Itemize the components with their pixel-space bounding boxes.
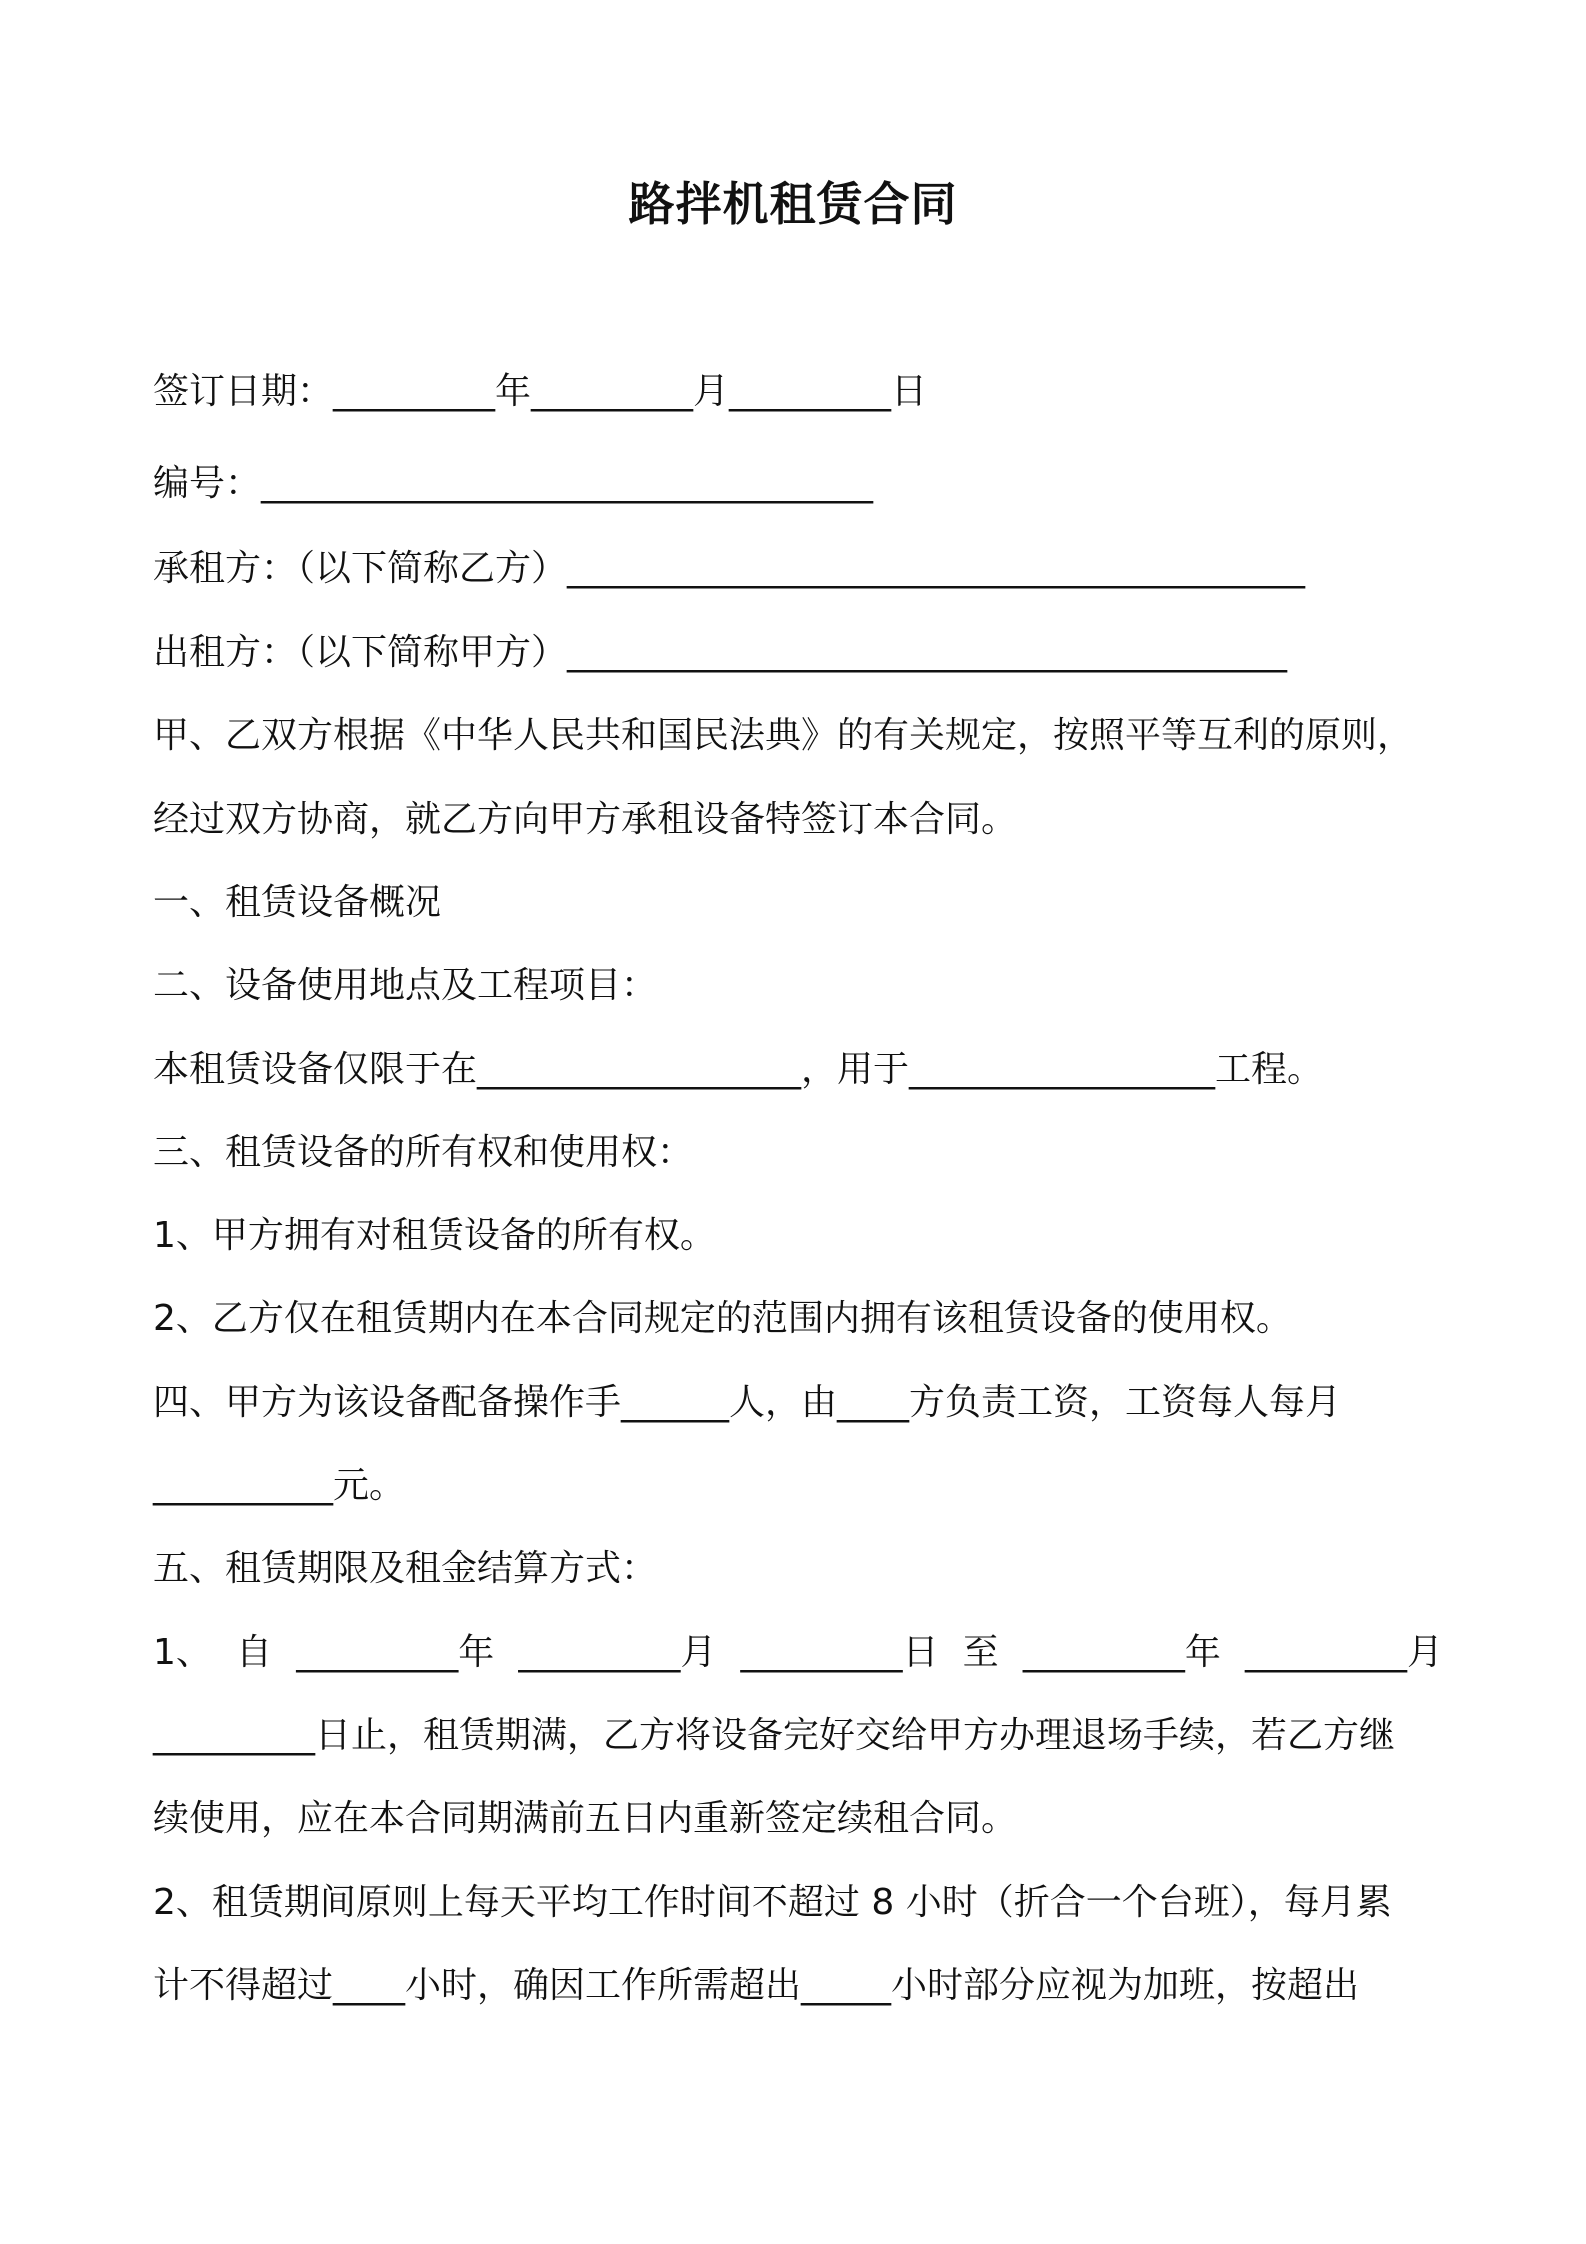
section-5-heading: 五、租赁期限及租金结算方式： <box>153 1548 658 1589</box>
section-5-item-1-line-3: 续使用，应在本合同期满前五日内重新签定续租合同。 <box>153 1798 1018 1839</box>
period-start-day: _________日 <box>740 1632 939 1673</box>
section-2-location-line: 本租赁设备仅限于在__________________，用于_________________工程。 <box>153 1049 1324 1090</box>
period-item-number: 1、 <box>153 1632 212 1673</box>
period-to-word: 至 <box>962 1632 999 1673</box>
lessor-line: 出租方：（以下简称甲方）________________________________________ <box>153 632 1288 673</box>
section-5-item-2-line-2: 计不得超过____小时，确因工作所需超出_____小时部分应视为加班，按超出 <box>153 1965 1360 2006</box>
section-4-line-2: __________元。 <box>153 1465 406 1506</box>
period-from-word: 自 <box>236 1632 273 1673</box>
section-5-item-1-period-line <box>153 1627 1443 1679</box>
section-2-heading: 二、设备使用地点及工程项目： <box>153 965 658 1006</box>
period-start-year: _________年 <box>296 1632 495 1673</box>
intro-paragraph-line-2: 经过双方协商，就乙方向甲方承租设备特签订本合同。 <box>153 799 1018 840</box>
section-5-item-1-line-2: _________日止，租赁期满，乙方将设备完好交给甲方办理退场手续，若乙方继 <box>153 1715 1396 1756</box>
signing-date-line: 签订日期：_________年_________月_________日 <box>153 371 928 412</box>
intro-paragraph-line-1: 甲、乙双方根据《中华人民共和国民法典》的有关规定，按照平等互利的原则， <box>153 715 1414 756</box>
section-1-heading: 一、租赁设备概况 <box>153 882 442 923</box>
period-start-month: _________月 <box>518 1632 717 1673</box>
contract-number-line: 编号：__________________________________ <box>153 463 874 504</box>
period-end-year: _________年 <box>1022 1632 1221 1673</box>
section-3-heading: 三、租赁设备的所有权和使用权： <box>153 1132 694 1173</box>
section-5-item-2-line-1: 2、租赁期间原则上每天平均工作时间不超过 8 小时（折合一个台班），每月累 <box>153 1882 1392 1923</box>
lessee-line: 承租方：（以下简称乙方）_________________________________________ <box>153 548 1306 589</box>
period-end-month: _________月 <box>1244 1632 1443 1673</box>
section-4-line-1: 四、甲方为该设备配备操作手______人，由____方负责工资，工资每人每月 <box>153 1382 1342 1423</box>
document-title: 路拌机租赁合同 <box>628 177 958 231</box>
section-3-item-1: 1、甲方拥有对租赁设备的所有权。 <box>153 1215 716 1256</box>
section-3-item-2: 2、乙方仅在租赁期内在本合同规定的范围内拥有该租赁设备的使用权。 <box>153 1298 1292 1339</box>
